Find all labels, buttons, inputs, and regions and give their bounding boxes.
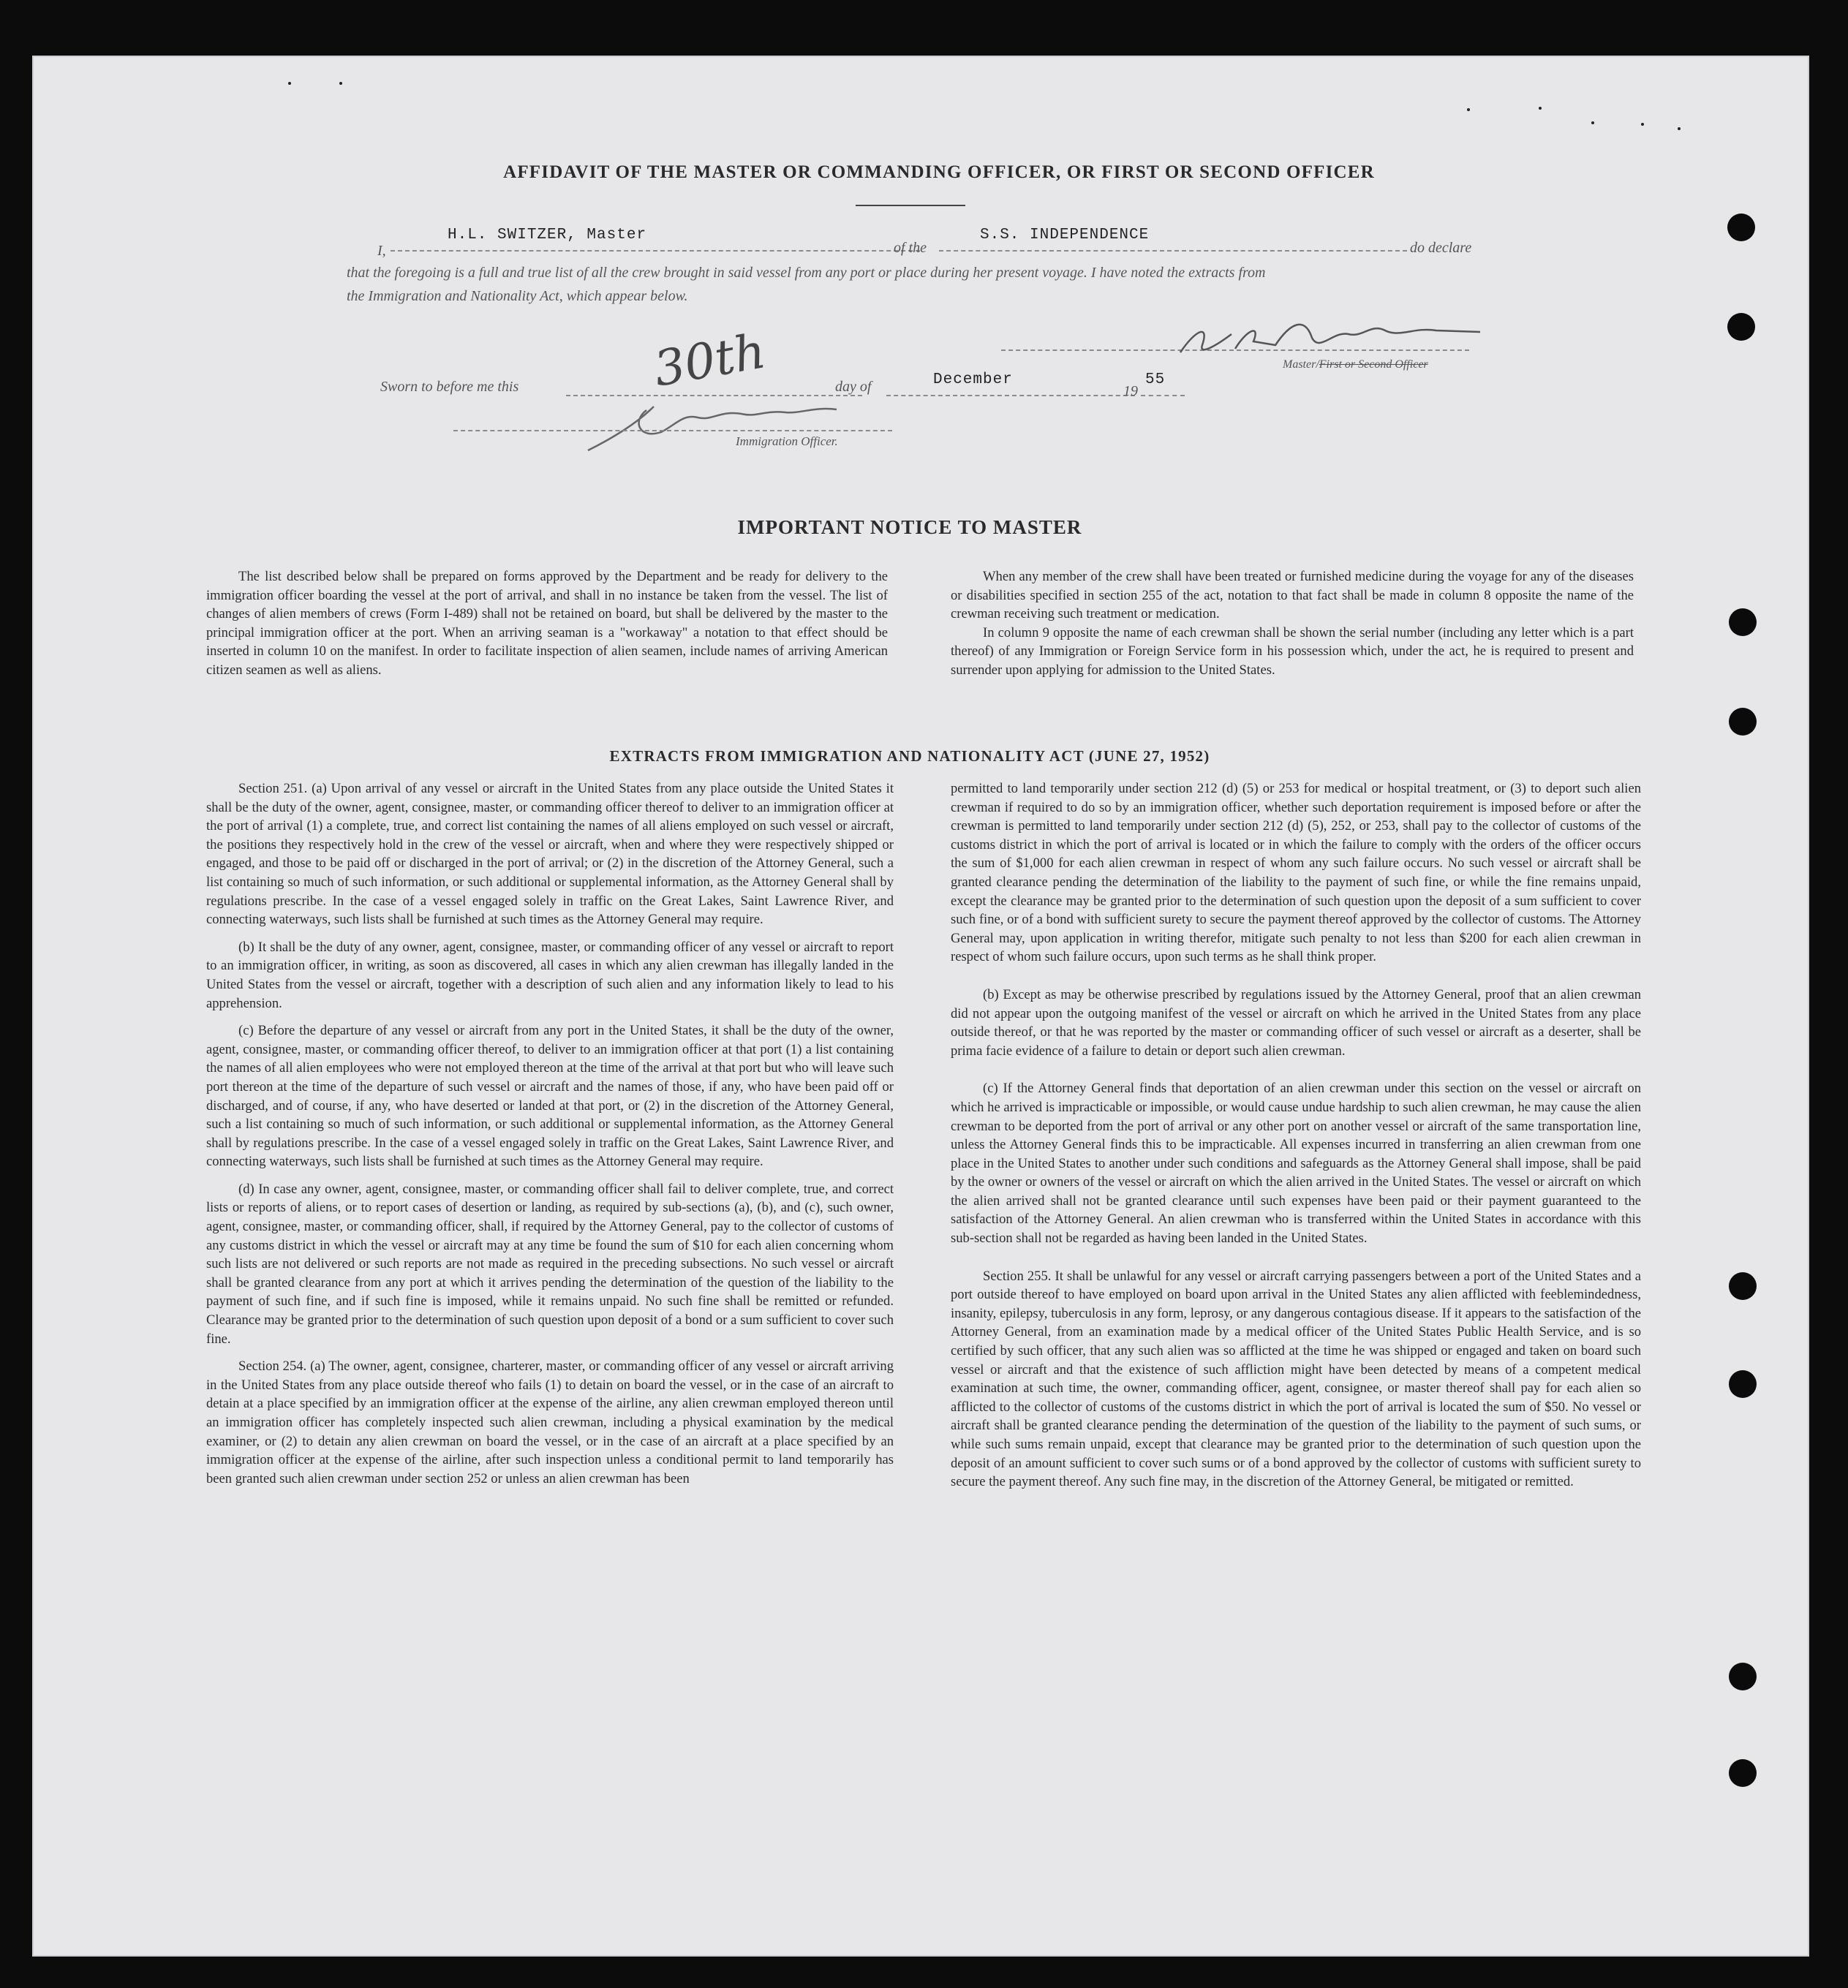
punch-hole	[1729, 1663, 1757, 1690]
document-page	[32, 56, 1809, 1957]
signature-role: Master/First or Second Officer	[1283, 358, 1428, 371]
section-254-a-continued: permitted to land temporarily under section 212 (d) (5) or 253 for medical or hospital treatment, or (3) to deport such alien crewman if required to do so by an immigration officer, whether such deportation requirement is imposed before or after the crewman is permitted to land temporarily under section 212 (d) (5), 252, or 253, shall pay to the collector of customs of the customs district in which the port of arrival is located or in which the failure to comply with the orders of the officer occurs the sum of $1,000 for each alien crewman in respect of whom any such failure occurs. No such vessel or aircraft shall be granted clearance pending the determination of the liability to the payment of such fine, or while the fine remains unpaid, except the clearance may be granted prior to the determination of such question upon the deposit of a sum sufficient to cover such fine, or of a bond with sufficient surety to secure the payment thereof approved by the collector of customs. The Attorney General may, upon application in writing therefor, mitigate such penalty to not less than $200 for each alien crewman in respect of whom such failure occurs, upon such terms as he shall think proper.	[951, 781, 1641, 965]
year-value: 55	[1145, 371, 1166, 388]
immigration-officer-label: Immigration Officer.	[736, 434, 838, 448]
officer-name-line	[391, 250, 920, 252]
punch-hole	[1729, 1272, 1757, 1300]
punch-hole	[1729, 708, 1757, 736]
notice-right-paragraph-1: When any member of the crew shall have been treated or furnished medicine during the voyage for any of the diseases or disabilities specified in section 255 of the act, notation to that fact shall be made in column 8 opposite the name of the crewman receiving such treatment or medication.	[951, 569, 1634, 622]
extracts-title: EXTRACTS FROM IMMIGRATION AND NATIONALITY ACT (JUNE 27, 1952)	[609, 747, 1210, 765]
scan-speck	[1591, 121, 1594, 124]
scan-speck	[1641, 123, 1644, 126]
punch-hole	[1729, 1370, 1757, 1398]
section-251-b: (b) It shall be the duty of any owner, agent, consignee, master, or commanding officer of any vessel or aircraft to report to an immigration officer, in writing, as soon as discovered, all cases in which any alien crewman has illegally landed in the United States from the vessel or aircraft, together with a description of such alien and any information likely to lead to his apprehension.	[206, 939, 894, 1011]
affidavit-title: AFFIDAVIT OF THE MASTER OR COMMANDING OFFICER, OR FIRST OR SECOND OFFICER	[503, 162, 1375, 182]
declaration-line-2: the Immigration and Nationality Act, which appear below.	[347, 288, 688, 304]
title-underline	[856, 205, 965, 206]
sworn-day: 30th	[649, 322, 770, 398]
scan-speck	[339, 82, 342, 85]
notice-right-paragraph-2: In column 9 opposite the name of each crewman shall be shown the serial number (including any letter which is a part thereof) of any Immigration or Foreign Service form in his possession which, under the act, he is required to present and surrender upon applying for admission to the United States.	[951, 624, 1634, 678]
section-255: Section 255. It shall be unlawful for any vessel or aircraft carrying passengers between a port of the United States and a port outside thereof to have employed on board upon arrival in the United States any alien afflicted with feeblemindedness, insanity, epilepsy, tuberculosis in any form, leprosy, or any dangerous contagious disease. If it appears to the satisfaction of the Attorney General, from an examination made by a medical officer of the United States Public Health Service, and is so certified by such officer, that any such alien was so afflicted at the time he was shipped or engaged and taken on board such vessel or aircraft and that the existence of such affliction might have been detected by means of a competent medical examination at such time, the owner, commanding officer, agent, consignee, or master thereof shall pay for each alien so afflicted to the collector of customs of the customs district in which the port of arrival is located the sum of $50. No vessel or aircraft shall be granted clearance pending the determination of the question of the liability to the payment of such sums, or while such sums remain unpaid, except that clearance may be granted prior to the determination of such question upon the deposit of an amount sufficient to cover such sums or of a bond approved by the collector of customs with sufficient surety to secure the payment thereof. Any such fine may, in the discretion of the Attorney General, be mitigated or remitted.	[951, 1268, 1641, 1490]
punch-hole	[1729, 608, 1757, 636]
prefix-i: I,	[377, 243, 386, 259]
section-254-a: Section 254. (a) The owner, agent, consignee, charterer, master, or commanding officer of any vessel or aircraft arriving in the United States from any place outside thereof who fails (1) to detain on board the vessel, or in the case of an aircraft to detain at a place specified by an immigration officer at the expense of the airline, any alien crewman employed thereon until an immigration officer has completely inspected such alien crewman, including a physical examination by the medical examiner, or (2) to detain any alien crewman on board the vessel, or in the case of an aircraft at a place specified by an immigration officer at the expense of the airline, after such inspection unless a conditional permit to land temporarily has been granted such alien crewman under section 252 or unless an alien crewman has been	[206, 1358, 894, 1486]
section-254-c: (c) If the Attorney General finds that deportation of an alien crewman under this section on the vessel or aircraft on which he arrived is impracticable or impossible, or would cause undue hardship to such alien crewman, he may cause the alien crewman to be deported from the port of arrival or any other port on another vessel or aircraft of the same transportation line, unless the Attorney General finds this to be impracticable. All expenses incurred in transferring an alien crewman from one place in the United States to another under such conditions and safeguards as the Attorney General shall impose, shall be paid by the owner or owners of the vessel or aircraft on which the alien arrived in the United States. The vessel or aircraft on which the alien arrived shall not be granted clearance until such expenses have been paid or their payment guaranteed to the satisfaction of the Attorney General. An alien crewman who is transferred within the United States in accordance with this sub-section shall not be regarded as having been landed in the United States.	[951, 1081, 1641, 1247]
do-declare-label: do declare	[1410, 240, 1472, 256]
notice-left-paragraph: The list described below shall be prepared on forms approved by the Department and be ready for delivery to the immigration officer boarding the vessel at the port of arrival, and shall in no instance be taken from the vessel. The list of changes of alien members of crews (Form I-489) shall not be retained on board, but shall be delivered by the master to the principal immigration officer at the port. When an arriving seaman is a "workaway" a notation to that effect should be inserted in column 10 on the manifest. In order to facilitate inspection of alien seamen, include names of arriving American citizen seamen as well as aliens.	[206, 569, 888, 678]
year-line	[1141, 395, 1185, 396]
officer-name: H.L. SWITZER, Master	[448, 227, 647, 243]
scan-speck	[1678, 127, 1681, 130]
section-254-b: (b) Except as may be otherwise prescribed by regulations issued by the Attorney General, proof that an alien crewman did not appear upon the outgoing manifest of the vessel or aircraft on which he arrived in the United States from any place outside thereof, or that he was reported by the master or commanding officer of such vessel or aircraft as a deserter, shall be prima facie evidence of a failure to detain or deport such alien crewman.	[951, 986, 1641, 1059]
vessel-name: S.S. INDEPENDENCE	[980, 227, 1150, 243]
notice-left-column	[206, 567, 888, 689]
extracts-right-column	[951, 779, 1641, 1500]
punch-hole	[1729, 1759, 1757, 1787]
section-251-a: Section 251. (a) Upon arrival of any vessel or aircraft in the United States from any place outside the United States it shall be the duty of the owner, agent, consignee, master, or commanding officer thereof to deliver to an immigration officer at the port of arrival (1) a complete, true, and correct list containing the names of all aliens employed on such vessel or aircraft, the positions they respectively hold in the crew of the vessel or aircraft, when and where they were respectively shipped or engaged, and those to be paid off or discharged in the port of arrival; or (2) in the discretion of the Attorney General, such a list containing so much of such information, or such additional or supplemental information, as the Attorney General shall by regulations prescribe. In the case of a vessel engaged solely in traffic on the Great Lakes, Saint Lawrence River, and connecting waterways, such lists shall be furnished at such times as the Attorney General may require.	[206, 781, 894, 928]
scan-speck	[1539, 107, 1542, 110]
notice-title: IMPORTANT NOTICE TO MASTER	[737, 516, 1082, 538]
year-prefix: 19	[1123, 383, 1138, 399]
punch-hole	[1727, 313, 1755, 341]
scan-speck	[1467, 108, 1470, 111]
punch-hole	[1727, 213, 1755, 241]
day-of-label: day of	[835, 379, 872, 395]
notice-right-column	[951, 567, 1634, 689]
master-signature	[1173, 301, 1495, 367]
immigration-officer-line	[453, 430, 892, 431]
vessel-line	[939, 250, 1407, 252]
section-251-c: (c) Before the departure of any vessel or aircraft from any port in the United States, it shall be the duty of the owner, agent, consignee, master, or commanding officer thereof, to deliver to an immigration officer at that port (1) a list containing the names of all alien employees who were not employed thereon at the time of the arrival at that port but who will leave such port thereon at the time of the departure of such vessel or aircraft and the names of those, if any, who have been paid off or discharged, and of course, if any, who have deserted or landed at that port, or (2) in the discretion of the Attorney General, such a list containing so much of such information, or such additional or supplemental information, as the Attorney General shall by regulations prescribe. In the case of a vessel engaged solely in traffic on the Great Lakes, Saint Lawrence River, and connecting waterways, such lists shall be furnished at such times as the Attorney General may require.	[206, 1023, 894, 1170]
month-value: December	[933, 371, 1013, 388]
extracts-left-column	[206, 779, 894, 1497]
signature-role-struck: First or Second Officer	[1319, 358, 1428, 371]
of-the-label: of the	[894, 240, 927, 256]
month-line	[886, 395, 1135, 396]
scan-speck	[288, 82, 291, 85]
signature-role-master: Master	[1283, 358, 1316, 371]
section-251-d: (d) In case any owner, agent, consignee, master, or commanding officer shall fail to deliver complete, true, and correct lists or reports of aliens, or to report cases of desertion or landing, as required by sub-sections (a), (b), and (c), such owner, agent, consignee, master, or commanding officer, shall, if required by the Attorney General, pay to the collector of customs of any customs district in which the vessel or aircraft may at any time be found the sum of $10 for each alien concerning whom such lists are not delivered or such reports are not made as required in the preceding subsections. No such vessel or aircraft shall be granted clearance from any port at which it arrives pending the determination of the question of the liability to the payment of such fine, and if such fine is imposed, while it remains unpaid. No such fine shall be remitted or refunded. Clearance may be granted prior to the determination of such question upon deposit of a bond or a sum sufficient to cover such fine.	[206, 1181, 894, 1347]
immigration-officer-signature	[573, 377, 895, 458]
declaration-line-1: that the foregoing is a full and true list of all the crew brought in said vessel from any port or place during her present voyage. I have noted the extracts from	[347, 265, 1266, 281]
sworn-label: Sworn to before me this	[380, 379, 519, 395]
